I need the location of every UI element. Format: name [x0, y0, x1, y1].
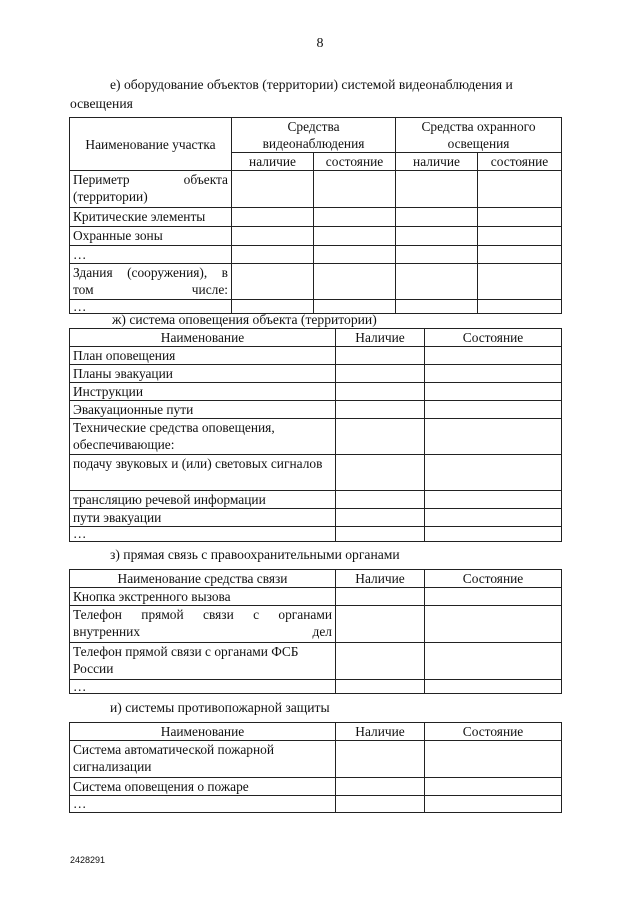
table-row	[70, 419, 562, 455]
row-label: трансляцию речевой информации	[70, 491, 336, 509]
row-label: Здания (сооружения), в том числе:	[70, 264, 232, 300]
table-row	[70, 527, 562, 542]
section-i-title: и) системы противопожарной защиты	[110, 700, 330, 715]
row-label: …	[70, 300, 232, 314]
row-label: …	[70, 246, 232, 264]
law-enforcement-link-table	[69, 569, 562, 694]
header-name: Наименование	[70, 723, 336, 741]
section-e-title-line2: освещения	[70, 96, 133, 111]
row-label: Кнопка экстренного вызова	[70, 588, 336, 606]
row-label: Телефон прямой связи с органами ФСБ России	[70, 643, 336, 680]
table-row	[70, 491, 562, 509]
row-label: Система оповещения о пожаре	[70, 778, 336, 796]
video-lighting-table	[69, 117, 562, 314]
table-row	[70, 796, 562, 813]
notification-system-table	[69, 328, 562, 542]
header-site-name: Наименование участка	[70, 118, 232, 171]
row-label: …	[70, 527, 336, 542]
table-row	[70, 588, 562, 606]
row-label: Система автоматической пожарной сигнализации	[70, 741, 336, 778]
header-light-state: состояние	[478, 153, 562, 171]
table-row	[70, 227, 562, 246]
table-row	[70, 741, 562, 778]
table-row	[70, 246, 562, 264]
table-row	[70, 778, 562, 796]
row-label: пути эвакуации	[70, 509, 336, 527]
table-row	[70, 383, 562, 401]
row-label: Технические средства оповещения, обеспечивающие:	[70, 419, 336, 455]
header-name: Наименование	[70, 329, 336, 347]
table-row	[70, 347, 562, 365]
row-label: …	[70, 796, 336, 813]
table-row	[70, 606, 562, 643]
row-label: Периметр объекта (территории)	[70, 171, 232, 208]
header-light-presence: наличие	[396, 153, 478, 171]
table-row	[70, 643, 562, 680]
section-z-title: з) прямая связь с правоохранительными органами	[110, 547, 400, 562]
header-state: Состояние	[425, 329, 562, 347]
header-video-presence: наличие	[232, 153, 314, 171]
section-zh-title: ж) система оповещения объекта (территории)	[112, 312, 377, 327]
document-id: 2428291	[70, 855, 106, 865]
header-video-state: состояние	[314, 153, 396, 171]
fire-protection-table	[69, 722, 562, 813]
header-presence: Наличие	[336, 329, 425, 347]
header-state: Состояние	[425, 723, 562, 741]
row-label: Планы эвакуации	[70, 365, 336, 383]
table-row	[70, 264, 562, 300]
table-row	[70, 680, 562, 694]
section-e-title-line1: е) оборудование объектов (территории) системой видеонаблюдения и	[110, 77, 513, 92]
row-label: Инструкции	[70, 383, 336, 401]
header-presence: Наличие	[336, 570, 425, 588]
row-label: подачу звуковых и (или) световых сигналов	[70, 455, 336, 491]
table-row	[70, 455, 562, 491]
page-number: 8	[316, 36, 324, 51]
row-label: Телефон прямой связи с органами внутренних дел	[70, 606, 336, 643]
row-label: План оповещения	[70, 347, 336, 365]
table-row	[70, 171, 562, 208]
table-row	[70, 509, 562, 527]
table-row	[70, 365, 562, 383]
header-lighting: Средства охранного освещения	[396, 118, 562, 153]
row-label: Эвакуационные пути	[70, 401, 336, 419]
table-row	[70, 208, 562, 227]
header-state: Состояние	[425, 570, 562, 588]
row-label: Критические элементы	[70, 208, 232, 227]
table-row	[70, 401, 562, 419]
row-label: …	[70, 680, 336, 694]
row-label: Охранные зоны	[70, 227, 232, 246]
header-name: Наименование средства связи	[70, 570, 336, 588]
header-video: Средства видеонаблюдения	[232, 118, 396, 153]
header-presence: Наличие	[336, 723, 425, 741]
